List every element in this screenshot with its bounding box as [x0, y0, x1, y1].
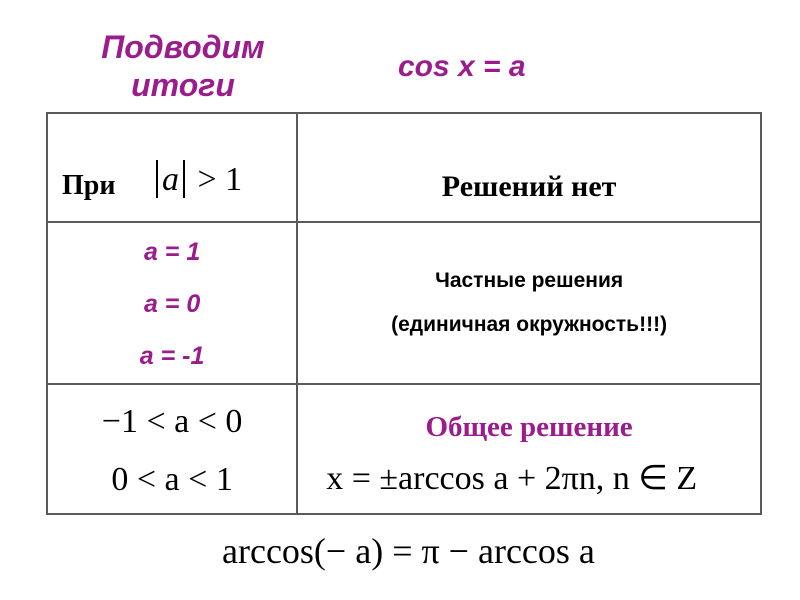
- ineq-positive-range: 0 < a < 1: [111, 461, 233, 498]
- value-a-minus-1: a = -1: [139, 342, 205, 370]
- general-solution-formula: x = ±arccos a + 2πn, n ∈ Z: [326, 459, 698, 497]
- heading-line-1: Подводим: [101, 29, 265, 65]
- condition-cell: [47, 222, 297, 384]
- solutions-table: [46, 112, 762, 515]
- range-inequalities: [48, 389, 296, 509]
- ineq-negative-range: −1 < a < 0: [101, 403, 243, 440]
- condition-cell: [47, 113, 297, 222]
- result-cell: [297, 384, 761, 514]
- table-row: [47, 113, 761, 222]
- value-a-0: a = 0: [143, 290, 201, 318]
- special-values: [48, 224, 296, 382]
- prefix-label: При: [62, 170, 116, 201]
- heading-line-2: итоги: [131, 67, 235, 103]
- abs-bar-left: [156, 160, 158, 198]
- particular-solutions: [298, 259, 760, 347]
- value-a-1: a = 1: [143, 238, 201, 266]
- particular-line-1: Частные решения: [435, 269, 624, 292]
- result-cell: [297, 113, 761, 222]
- general-solution-title: Общее решение: [425, 410, 633, 443]
- abs-bar-right: [183, 160, 185, 198]
- abs-variable: a: [162, 161, 179, 198]
- summary-heading: [78, 28, 288, 104]
- abs-inequality: [152, 160, 242, 199]
- condition-cell: [47, 384, 297, 514]
- abs-rhs: > 1: [197, 161, 243, 198]
- table-row: [47, 222, 761, 384]
- particular-line-2: (единичная окружность!!!): [391, 313, 668, 336]
- arccos-identity-formula: arccos(− a) = π − arccos a: [222, 531, 595, 571]
- equation-title: cos x = a: [398, 50, 526, 83]
- table-row: [47, 384, 761, 514]
- result-cell: [297, 222, 761, 384]
- no-solutions-text: Решений нет: [441, 169, 617, 203]
